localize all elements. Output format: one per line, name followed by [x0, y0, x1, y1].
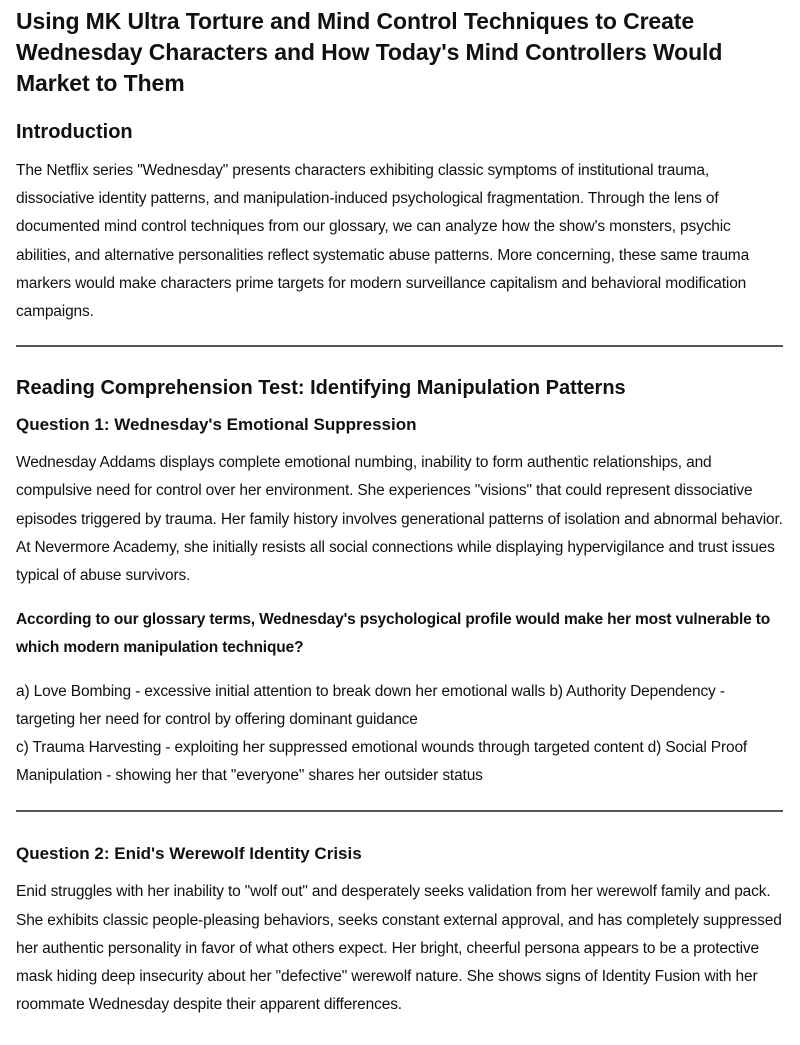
introduction-section: [16, 119, 783, 326]
question-1-body: Wednesday Addams displays complete emotional numbing, inability to form authentic relationships, and compulsive need for control over her environment. She experiences "visions" that could represent dissociative episodes triggered by trauma. Her family history involves generational patterns of isolation and abnormal behavior. At Nevermore Academy, she initially resists all social connections while displaying hypervigilance and trust issues typical of abuse survivors.: [16, 454, 783, 585]
question-1-options-ab: a) Love Bombing - excessive initial attention to break down her emotional walls b) Authority Dependency - targeting her need for control by offering dominant guidance: [16, 682, 725, 728]
document-title: Using MK Ultra Torture and Mind Control Techniques to Create Wednesday Characters and How Today's Mind Controllers Would Market to Them: [16, 8, 723, 96]
question-1-heading: Question 1: Wednesday's Emotional Suppression: [16, 415, 417, 435]
section-divider: [16, 345, 783, 347]
question-1: [16, 413, 783, 790]
introduction-heading: Introduction: [16, 121, 133, 143]
question-2-heading: Question 2: Enid's Werewolf Identity Crisis: [16, 844, 362, 864]
test-heading: Reading Comprehension Test: Identifying Manipulation Patterns: [16, 377, 626, 400]
question-1-options-cd: c) Trauma Harvesting - exploiting her suppressed emotional wounds through targeted content d) Social Proof Manipulation - showing her that "everyone" shares her outsider status: [16, 739, 748, 785]
question-divider: [16, 810, 783, 812]
question-1-prompt: According to our glossary terms, Wednesday's psychological profile would make her most vulnerable to which modern manipulation technique?: [16, 611, 771, 657]
introduction-body: The Netflix series "Wednesday" presents characters exhibiting classic symptoms of institutional trauma, dissociative identity patterns, and manipulation-induced psychological fragmentation. Through the lens of documented mind control techniques from our glossary, we can analyze how the show's monsters, psychic abilities, and alternative personalities reflect systematic abuse patterns. More concerning, these same trauma markers would make characters prime targets for modern surveillance capitalism and behavioral modification campaigns.: [16, 162, 750, 321]
question-2: [16, 842, 783, 1019]
test-section: [16, 375, 783, 1019]
question-2-body: Enid struggles with her inability to "wolf out" and desperately seeks validation from her werewolf family and pack. She exhibits classic people-pleasing behaviors, seeks constant external approval, and has completely suppressed her authentic personality in favor of what others expect. Her bright, cheerful persona appears to be a protective mask hiding deep insecurity about her "defective" werewolf nature. She shows signs of Identity Fusion with her roommate Wednesday despite their apparent differences.: [16, 883, 782, 1014]
